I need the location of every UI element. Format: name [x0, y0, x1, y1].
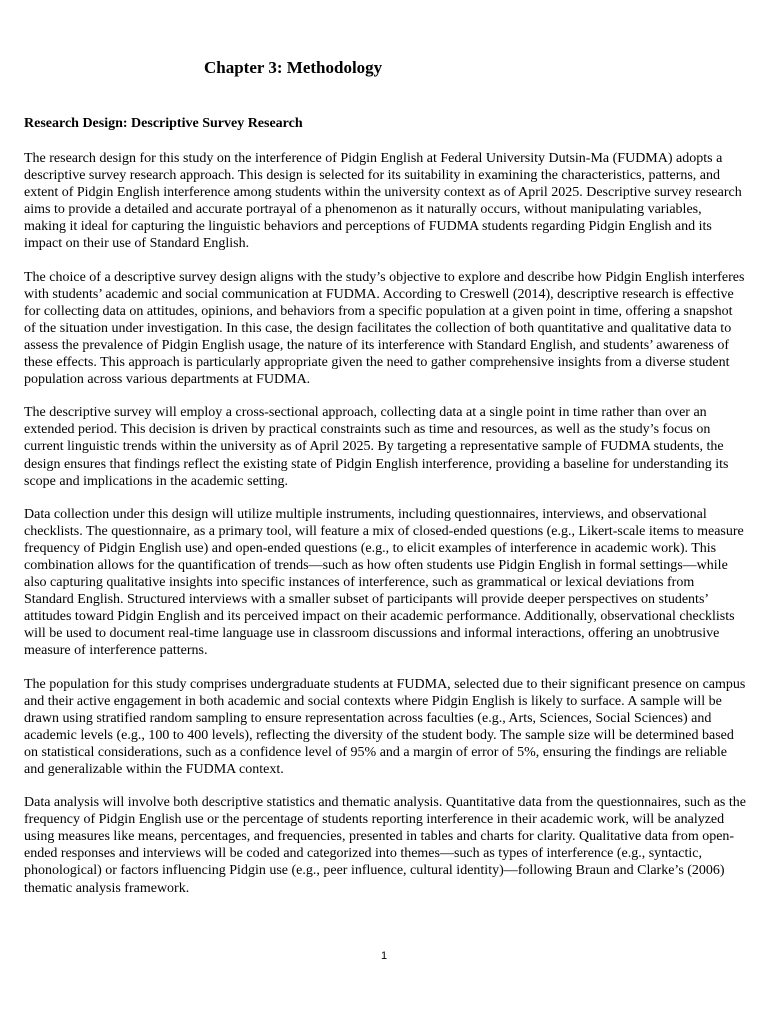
paragraph-4: Data collection under this design will utilize multiple instruments, including questionnaires, interviews, and observational checklists. The questionnaire, as a primary tool, will feature a mix of closed-ended questions (e.g., Likert-scale items to measure frequency of Pidgin English use) and open-ended questions (e.g., to elicit examples of interference in academic work). This combination allows for the quantification of trends—such as how often students use Pidgin English in formal settings—while also capturing qualitative insights into specific instances of interference, such as grammatical or lexical deviations from Standard English. Structured interviews with a smaller subset of participants will provide deeper perspectives on students’ attitudes toward Pidgin English and its perceived impact on their academic performance. Additionally, observational checklists will be used to document real-time language use in classroom discussions and informal interactions, offering an unobtrusive measure of interference patterns.: [24, 506, 744, 659]
paragraph-2: The choice of a descriptive survey design aligns with the study’s objective to explore and describe how Pidgin English interferes with students’ academic and social communication at FUDMA. According to Creswell (2014), descriptive research is effective for collecting data on attitudes, opinions, and behaviors from a specific population at a given point in time, offering a snapshot of the situation under investigation. In this case, the design facilitates the collection of both quantitative and qualitative data to assess the prevalence of Pidgin English usage, the nature of its interference with Standard English, and students’ awareness of these effects. This approach is particularly appropriate given the need to gather comprehensive insights from a diverse student population across various departments at FUDMA.: [24, 269, 745, 388]
paragraph-3: The descriptive survey will employ a cross-sectional approach, collecting data at a single point in time rather than over an extended period. This decision is driven by practical constraints such as time and resources, as well as the study’s focus on current linguistic trends within the university as of April 2025. By targeting a representative sample of FUDMA students, the design ensures that findings reflect the existing state of Pidgin English interference, providing a baseline for understanding its scope and implications in the academic setting.: [24, 405, 729, 489]
paragraph-6: Data analysis will involve both descriptive statistics and thematic analysis. Quantitative data from the questionnaires, such as the frequency of Pidgin English use or the percentage of students reporting interference in their academic work, will be analyzed using measures like means, percentages, and frequencies, presented in tables and charts for clarity. Qualitative data from open-ended responses and interviews will be coded and categorized into themes—such as types of interference (e.g., syntactic, phonological) or factors influencing Pidgin use (e.g., peer influence, cultural identity)—following Braun and Clarke’s (2006) thematic analysis framework.: [24, 795, 746, 896]
body-text: [24, 150, 746, 913]
section-heading: Research Design: Descriptive Survey Research: [24, 116, 303, 131]
paragraph-5: The population for this study comprises undergraduate students at FUDMA, selected due to their significant presence on campus and their active engagement in both academic and social contexts where Pidgin English is likely to surface. A sample will be drawn using stratified random sampling to ensure representation across faculties (e.g., Arts, Sciences, Social Sciences) and academic levels (e.g., 100 to 400 levels), reflecting the diversity of the student body. The sample size will be determined based on statistical considerations, such as a confidence level of 95% and a margin of error of 5%, ensuring the findings are reliable and generalizable within the FUDMA context.: [24, 676, 746, 777]
paragraph-1: The research design for this study on the interference of Pidgin English at Federal University Dutsin-Ma (FUDMA) adopts a descriptive survey research approach. This design is selected for its suitability in examining the characteristics, patterns, and extent of Pidgin English interference among students within the university context as of April 2025. Descriptive survey research aims to provide a detailed and accurate portrayal of a phenomenon as it naturally occurs, without manipulating variables, making it ideal for capturing the linguistic behaviors and perceptions of FUDMA students regarding Pidgin English and its impact on their use of Standard English.: [24, 151, 742, 252]
chapter-title: Chapter 3: Methodology: [204, 58, 383, 77]
page-number: 1: [380, 950, 388, 962]
